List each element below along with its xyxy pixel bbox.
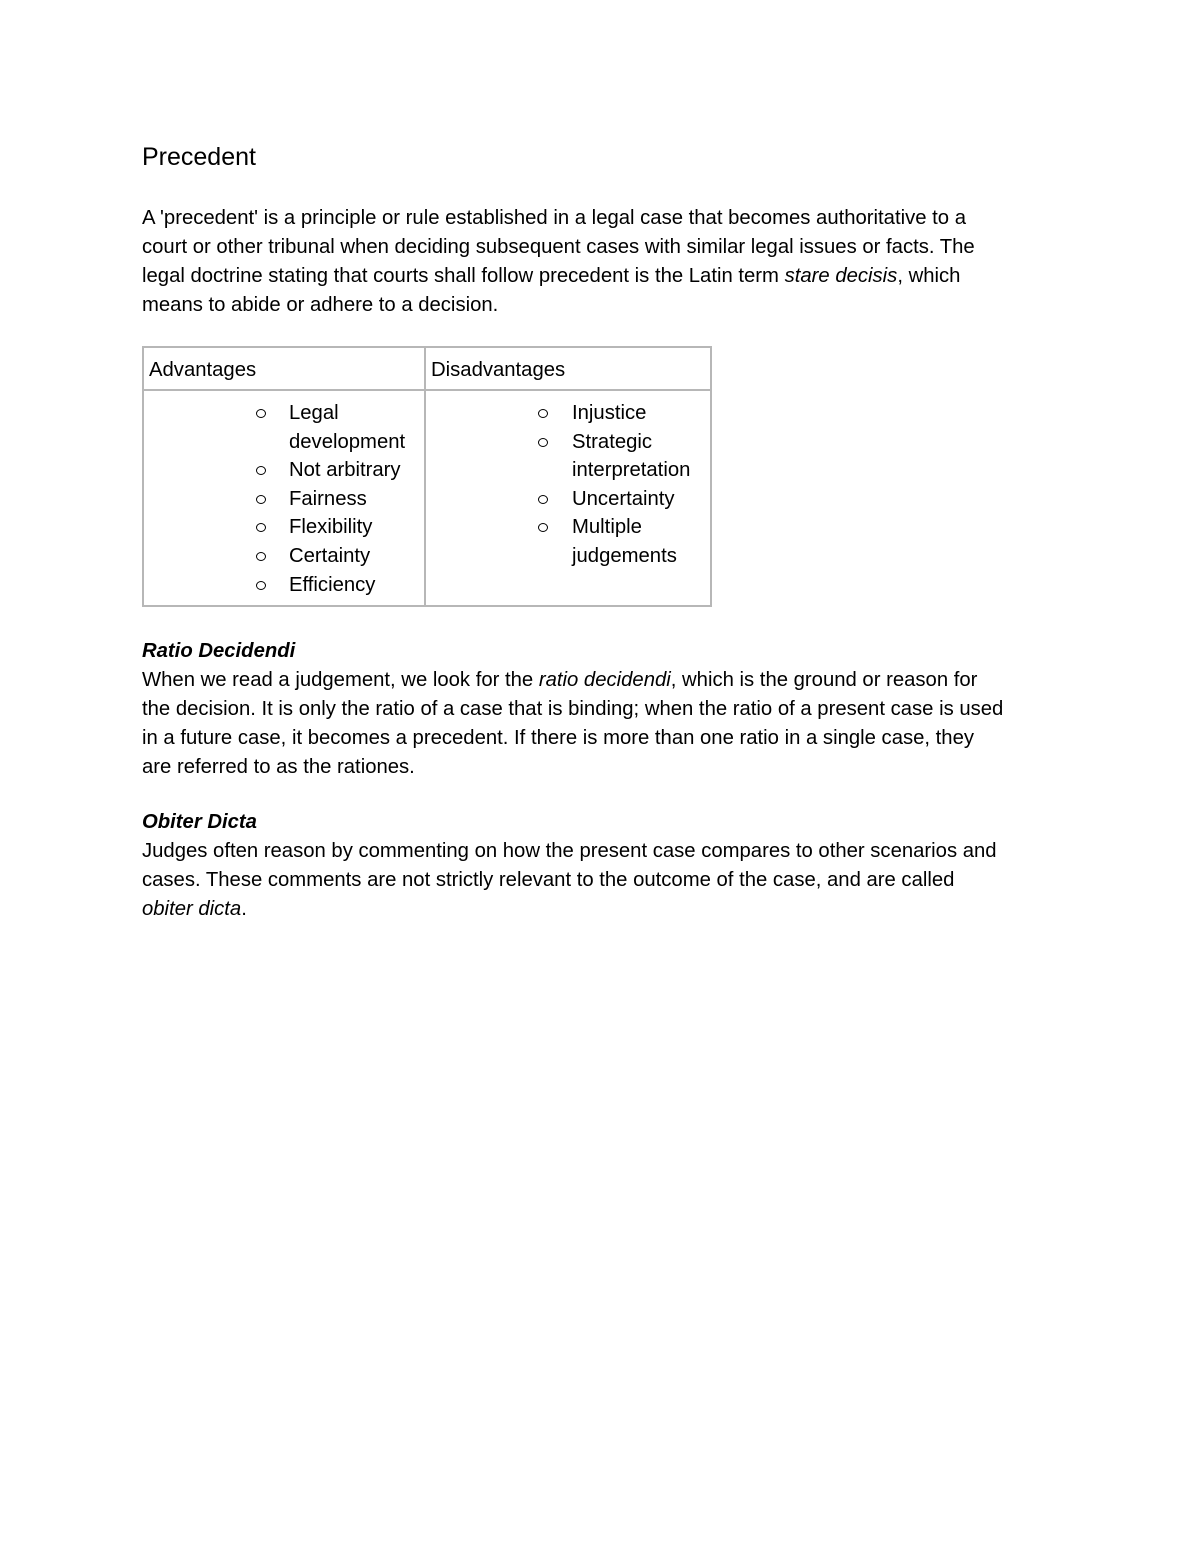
table-header-row (143, 347, 711, 390)
obiter-line: cases. These comments are not strictly relevant to the outcome of the case, and are called (142, 869, 955, 891)
obiter-dicta-term: obiter dicta (142, 898, 242, 920)
ratio-text: When we read a judgement, we look for the (142, 669, 539, 691)
intro-text: , which (897, 265, 961, 287)
list-item: Legal development (144, 399, 424, 456)
list-item: Strategic interpretation (426, 428, 710, 485)
intro-line: court or other tribunal when deciding subsequent cases with similar legal issues or facts. The (142, 236, 975, 258)
disadvantages-list (426, 399, 710, 571)
list-item: Fairness (144, 485, 424, 514)
disadvantages-header: Disadvantages (425, 347, 711, 390)
obiter-dicta-paragraph (142, 837, 1062, 924)
advantages-cell (143, 390, 425, 606)
advantages-header: Advantages (143, 347, 425, 390)
circle-bullet-icon (538, 409, 548, 418)
ratio-line: the decision. It is only the ratio of a case that is binding; when the ratio of a present case is used (142, 698, 1004, 720)
page-title: Precedent (142, 143, 256, 171)
list-item: Multiple judgements (426, 513, 710, 570)
disadvantages-cell (425, 390, 711, 606)
ratio-line: are referred to as the rationes. (142, 756, 415, 778)
ratio-line (142, 666, 1062, 695)
obiter-text: . (241, 898, 247, 920)
ratio-decidendi-paragraph (142, 666, 1062, 782)
list-item: Injustice (426, 399, 710, 428)
circle-bullet-icon (538, 495, 548, 504)
list-item: Not arbitrary (144, 456, 424, 485)
circle-bullet-icon (256, 409, 266, 418)
list-item: Efficiency (144, 571, 424, 600)
list-item: Certainty (144, 542, 424, 571)
ratio-decidendi-heading: Ratio Decidendi (142, 640, 296, 662)
list-item: Uncertainty (426, 485, 710, 514)
obiter-line: Judges often reason by commenting on how the present case compares to other scenarios and (142, 840, 997, 862)
intro-line (142, 262, 1062, 291)
intro-text: legal doctrine stating that courts shall follow precedent is the Latin term (142, 265, 785, 287)
table-row (143, 390, 711, 606)
circle-bullet-icon (256, 495, 266, 504)
ratio-decidendi-term: ratio decidendi (538, 669, 671, 691)
circle-bullet-icon (538, 523, 548, 532)
circle-bullet-icon (256, 581, 266, 590)
circle-bullet-icon (538, 438, 548, 447)
intro-line: A 'precedent' is a principle or rule established in a legal case that becomes authoritative to a (142, 207, 966, 229)
ratio-line: in a future case, it becomes a precedent. If there is more than one ratio in a single case, they (142, 727, 974, 749)
intro-line: means to abide or adhere to a decision. (142, 294, 499, 316)
intro-paragraph (142, 204, 1062, 320)
obiter-line (142, 895, 1062, 924)
stare-decisis-term: stare decisis (784, 265, 898, 287)
obiter-dicta-heading: Obiter Dicta (142, 811, 257, 833)
circle-bullet-icon (256, 466, 266, 475)
circle-bullet-icon (256, 523, 266, 532)
advantages-disadvantages-table (142, 346, 712, 607)
list-item: Flexibility (144, 513, 424, 542)
advantages-list (144, 399, 424, 599)
circle-bullet-icon (256, 552, 266, 561)
ratio-text: , which is the ground or reason for (670, 669, 978, 691)
